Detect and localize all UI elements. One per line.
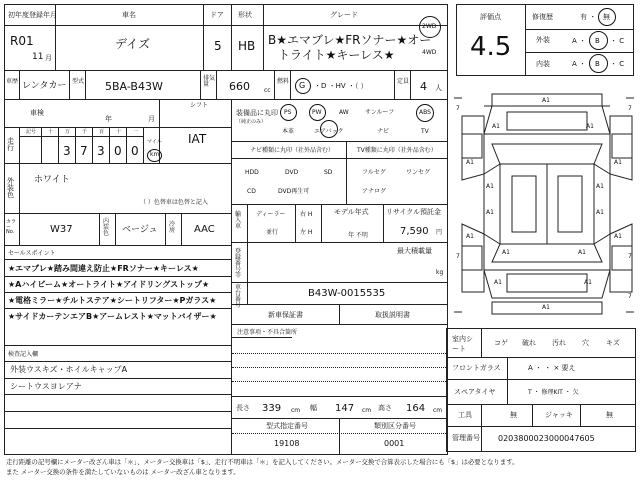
- mileage-unit-label-1: 十: [48, 129, 54, 135]
- sales-point-line-1: ★エマブレ★踏み間違え防止★FRソナー★キーレス★: [8, 264, 199, 273]
- mileage-digit-5: 0: [131, 144, 139, 158]
- category-value: レンタカー: [22, 81, 67, 91]
- fuel-label: 燃料: [277, 78, 290, 85]
- length-label: 長さ: [236, 404, 250, 412]
- spare-tire-label: スペアタイヤ: [454, 388, 496, 396]
- chassis-label: 車台番号: [235, 284, 242, 309]
- diagram-mark-10: A1: [466, 233, 474, 240]
- first-reg-label: 初年度登録年月: [8, 11, 57, 19]
- seat-hole: 穴: [582, 339, 589, 347]
- sales-point-line-4: ★サイドカーテンエアB★アームレスト★マットバイザー★: [8, 312, 217, 321]
- capacity-unit: 人: [435, 84, 442, 92]
- class-label: 類別区分番号: [374, 422, 416, 430]
- displacement-value: 660: [229, 80, 250, 93]
- interior-selected: B: [595, 60, 600, 68]
- equip-airbag: エアバック: [314, 128, 344, 135]
- tools-label: 工具: [458, 411, 472, 419]
- equipment-label: 装備品に丸印: [236, 109, 278, 117]
- management-value: 0203800023000047605: [498, 434, 595, 443]
- import-parallel: 並行: [266, 229, 279, 236]
- spare-tire-value: T ・ 修理KIT ・ 欠: [528, 389, 579, 396]
- car-name: デイズ: [115, 37, 151, 51]
- car-outline-svg: [452, 84, 636, 324]
- inspector-notes-label: 検査記入欄: [8, 351, 39, 358]
- equip-abs: ABS: [419, 109, 431, 116]
- diagram-mark-13: A1: [578, 249, 586, 256]
- repair-options: 有 ・: [580, 13, 597, 21]
- color-label: 外装色: [7, 177, 14, 199]
- manual: 取扱説明書: [375, 311, 410, 319]
- interior-color-label: 内装色: [103, 218, 110, 237]
- door-label: ドア: [210, 11, 224, 19]
- diagram-mark-2: A1: [492, 123, 500, 130]
- navi-cd: CD: [247, 188, 256, 195]
- mileage-digit-1: 3: [63, 144, 71, 158]
- mileage-digit-2: 7: [80, 144, 88, 158]
- interior-color-value: ベージュ: [122, 225, 158, 235]
- drive-2wd: 2WD: [422, 23, 437, 30]
- shape-label: 形状: [238, 11, 252, 19]
- diagram-num-3: 7: [456, 253, 460, 260]
- model-year-value: 年 不明: [348, 232, 368, 239]
- equip-navi: ナビ: [377, 128, 390, 135]
- diagram-mark-7: A1: [596, 183, 604, 190]
- jack-value: 無: [606, 411, 613, 419]
- width-unit: cm: [362, 407, 372, 414]
- length-value: 339: [262, 403, 282, 414]
- inspection-label: 車検: [30, 109, 44, 117]
- first-reg-month: 11: [32, 52, 44, 62]
- diagram-mark-3: A1: [586, 123, 594, 130]
- width-value: 147: [335, 403, 355, 414]
- mileage-unit-label-0: 記号: [26, 129, 37, 135]
- score-value: 4.5: [470, 32, 512, 62]
- diagram-num-5: 7: [628, 293, 632, 300]
- exterior-label: 外装: [536, 36, 550, 44]
- category-label: 車歴: [6, 78, 19, 85]
- max-load-unit: kg: [436, 269, 444, 276]
- grade-line-2: トライト★キーレス★: [278, 48, 395, 62]
- reg-label: 登録番号等: [235, 248, 242, 279]
- tv-analog: アナログ: [362, 188, 387, 195]
- capacity-label: 定員: [397, 78, 410, 85]
- grade-line-1: B★エマブレ★FRソナー★オー: [268, 33, 432, 47]
- mileage-unit-label-2: 万: [65, 129, 71, 135]
- mileage-unit-label-3: 千: [82, 129, 88, 135]
- fuel-selected: G: [299, 81, 306, 90]
- sales-point-line-2: ★Aハイビーム★オートライト★アイドリングストップ★: [8, 280, 210, 289]
- footer-line-1: 走行距離の記号欄にメーター改ざん車は「＊」、メーター交換車は「$」、走行不明車は「＊」を記入してください。メーター交換で合算表示した場合にも「$」は必要となります。: [6, 458, 519, 466]
- color-note: （ ）色替車は色替と記入: [140, 199, 208, 206]
- diagram-mark-12: A1: [502, 249, 510, 256]
- height-value: 164: [406, 403, 426, 414]
- mileage-unit-mile: マイル: [147, 139, 162, 145]
- exterior-a: A ・: [572, 37, 587, 45]
- sales-point-label: セールスポイント: [8, 250, 56, 257]
- capacity-value: 4: [420, 80, 427, 93]
- tv-oneseg: ワンセグ: [406, 169, 431, 176]
- equip-aw: AW: [339, 109, 349, 116]
- displacement-unit: cc: [264, 87, 271, 94]
- displacement-label: 排気量: [203, 75, 216, 88]
- mileage-digit-3: 3: [97, 144, 105, 158]
- interior-c: ・ C: [610, 60, 625, 68]
- diagram-mark-5: A1: [614, 159, 622, 166]
- inspector-notes-line-2: シートウスヨレアナ: [10, 382, 82, 391]
- repair-label: 修復歴: [532, 13, 553, 21]
- import-dealer: ディーラー: [256, 211, 286, 218]
- chassis-value: B43W-0015535: [308, 288, 386, 299]
- repair-selected: 無: [603, 13, 610, 21]
- ac-label: 冷房: [169, 221, 176, 234]
- door-count: 5: [214, 39, 222, 53]
- equip-tv: TV: [421, 128, 429, 135]
- recycle-value: 7,590: [400, 226, 429, 237]
- tools-value: 無: [510, 411, 517, 419]
- inspection-year: 年: [105, 115, 112, 123]
- type-cert-label: 型式指定番号: [266, 422, 308, 430]
- mileage-digit-4: 0: [114, 144, 122, 158]
- recycle-label: リサイクル預託金: [386, 208, 442, 216]
- diagram-mark-8: A1: [486, 209, 494, 216]
- drive-4wd: 4WD: [422, 49, 437, 56]
- management-label: 管理番号: [452, 434, 480, 442]
- equip-leather: 本革: [282, 128, 295, 135]
- import-label: 輸入車: [235, 211, 242, 230]
- exterior-c: ・ C: [610, 37, 625, 45]
- mileage-unit-km: km: [150, 151, 160, 158]
- jack-label: ジャッキ: [545, 411, 573, 419]
- inspector-notes-line-1: 外装ウスキズ・ホイルキャップA: [10, 365, 128, 374]
- diagram-num-1: 7: [456, 105, 460, 112]
- equip-sunroof: サンルーフ: [365, 109, 395, 116]
- diagram-mark-6: A1: [486, 183, 494, 190]
- max-load-label: 最大積載量: [397, 247, 432, 255]
- new-car-warranty: 新車保証書: [268, 311, 303, 319]
- width-label: 幅: [310, 404, 317, 412]
- navi-sd: SD: [324, 169, 333, 176]
- inspection-month: 月: [148, 115, 155, 123]
- damage-diagram: [452, 84, 636, 324]
- first-reg-era: R01: [10, 34, 34, 48]
- color-code-value: W37: [50, 224, 73, 235]
- grade-label: グレード: [330, 11, 358, 19]
- color-code-label: カラー No.: [6, 219, 17, 235]
- diagram-num-4: 7: [628, 253, 632, 260]
- score-label: 評価点: [480, 13, 501, 21]
- tv-fullseg: フルセグ: [362, 169, 386, 176]
- type-cert-value: 19108: [274, 439, 300, 448]
- diagram-mark-11: A1: [614, 233, 622, 240]
- interior-seat-label: 室内シート: [452, 335, 473, 353]
- height-unit: cm: [433, 407, 443, 414]
- color-value: ホワイト: [34, 175, 70, 185]
- mileage-label: 走行: [7, 137, 14, 152]
- import-left: 左 H: [300, 229, 313, 236]
- shift-label: シフト: [190, 102, 209, 109]
- first-reg-month-unit: 月: [45, 54, 52, 62]
- diagram-mark-9: A1: [596, 209, 604, 216]
- front-glass-value: A ・ ・ × 要え: [528, 364, 576, 372]
- seat-scratch: キズ: [606, 339, 620, 347]
- fuel-others: ・D ・HV ・（ ）: [314, 82, 368, 90]
- model-value: 5BA-B43W: [105, 80, 163, 93]
- seat-tear: 破れ: [522, 339, 536, 347]
- model-label: 型式: [72, 78, 85, 85]
- interior-label: 内装: [536, 60, 550, 68]
- diagram-mark-16: A1: [542, 304, 550, 311]
- sales-point-line-3: ★電格ミラー★チルトステア★シートリフター★Pガラス★: [8, 296, 217, 305]
- diagram-mark-1: A1: [542, 97, 550, 104]
- equip-ps: PS: [284, 109, 292, 116]
- body-shape: HB: [238, 39, 256, 53]
- mileage-unit-label-5: 十: [116, 129, 122, 135]
- navi-hdd: HDD: [245, 169, 259, 176]
- exterior-selected: B: [595, 37, 600, 45]
- recycle-unit: 円: [436, 229, 443, 236]
- shift-value: IAT: [188, 132, 207, 146]
- class-value: 0001: [384, 439, 405, 448]
- seat-stain: 汚れ: [552, 339, 566, 347]
- ac-value: AAC: [194, 224, 215, 235]
- diagram-num-2: 7: [628, 105, 632, 112]
- equipment-sub-label: （純正のみ）: [236, 119, 267, 125]
- model-year-label: モデル年式: [334, 208, 369, 216]
- diagram-mark-4: A1: [466, 159, 474, 166]
- mileage-unit-label-6: 一: [133, 129, 139, 135]
- navi-dvd-play: DVD再生可: [278, 188, 310, 195]
- equip-pw: PW: [312, 109, 322, 116]
- front-glass-label: フロントガラス: [452, 364, 501, 372]
- tv-title: TV種類に丸印（社外品含む）: [357, 147, 437, 154]
- length-unit: cm: [291, 407, 301, 414]
- footer-line-2: また メーター交換の条件を満たしていないものは メーター改ざん車となります。: [6, 468, 240, 476]
- import-right: 右 H: [300, 211, 313, 218]
- diagram-mark-15: A1: [584, 279, 592, 286]
- diagram-mark-14: A1: [494, 279, 502, 286]
- navi-title: ナビ種類に丸印（社外品含む）: [250, 147, 335, 154]
- notes-box-label: 注意事項・不具合箇所: [237, 329, 298, 336]
- seat-burn: コゲ: [494, 339, 508, 347]
- name-label: 車名: [122, 11, 136, 19]
- navi-dvd: DVD: [285, 169, 299, 176]
- height-label: 高さ: [378, 404, 392, 412]
- interior-a: A ・: [572, 60, 587, 68]
- mileage-unit-label-4: 百: [99, 129, 105, 135]
